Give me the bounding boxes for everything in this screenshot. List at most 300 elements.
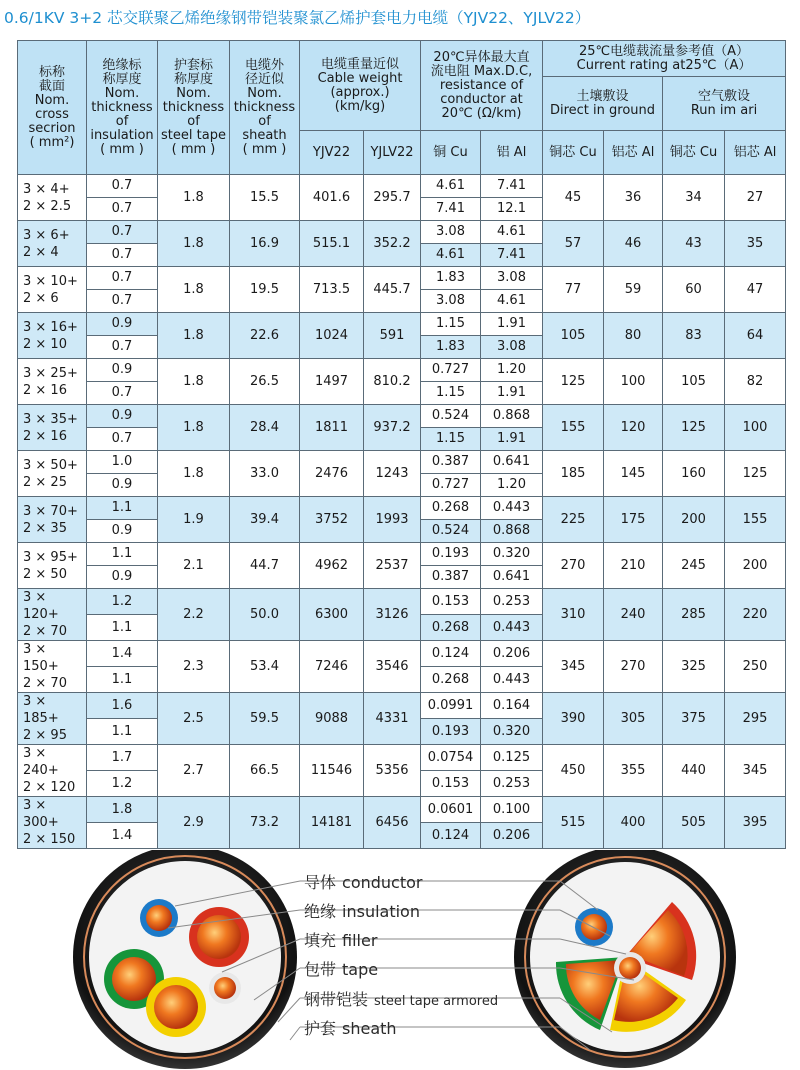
- table-row: [18, 359, 786, 382]
- section-line-1: 3 × 300+: [23, 798, 59, 830]
- spec-table: [17, 40, 786, 849]
- cell-yjv22: 401.6: [300, 175, 364, 221]
- cell-ground-cu: 77: [543, 267, 604, 313]
- cell-insulation: 0.7: [87, 336, 158, 359]
- header-section-line: ( mm²): [29, 134, 75, 150]
- header-section-line: cross: [35, 106, 69, 122]
- header-air-line: Run im ari: [690, 102, 758, 118]
- header-insulation-line: insulation: [90, 127, 154, 143]
- cell-res-al: 0.641: [481, 451, 543, 474]
- header-current-rating: [543, 41, 786, 77]
- cell-res-al: 1.91: [481, 382, 543, 405]
- cell-insulation: 1.6: [87, 693, 158, 719]
- header-steel-tape-line: thickness: [162, 99, 225, 115]
- header-sheath-line: 径近似: [244, 71, 284, 87]
- cell-sheath: 73.2: [230, 797, 300, 849]
- section-line-1: 3 × 150+: [23, 642, 59, 674]
- header-sheath-line: of: [258, 113, 271, 129]
- cell-yjv22: 6300: [300, 589, 364, 641]
- header-insulation: [87, 41, 158, 175]
- cable-sector-cores: [514, 850, 736, 1068]
- cell-section: [18, 267, 87, 313]
- cable-cross-section-legend: [0, 850, 800, 1070]
- cell-insulation: 0.9: [87, 566, 158, 589]
- cell-res-al: 4.61: [481, 221, 543, 244]
- cell-air-cu: 125: [663, 405, 725, 451]
- cell-section: [18, 497, 87, 543]
- cell-res-cu: 0.727: [421, 359, 481, 382]
- cell-sheath: 53.4: [230, 641, 300, 693]
- cell-section: [18, 451, 87, 497]
- cell-sheath: 19.5: [230, 267, 300, 313]
- section-line-2: 2 × 35: [23, 520, 67, 536]
- cell-res-al: 4.61: [481, 290, 543, 313]
- cell-air-cu: 440: [663, 745, 725, 797]
- cell-ground-cu: 225: [543, 497, 604, 543]
- cell-res-cu: 3.08: [421, 290, 481, 313]
- cell-sheath: 44.7: [230, 543, 300, 589]
- cell-air-al: 47: [725, 267, 786, 313]
- header-weight-line: Cable weight: [317, 70, 403, 86]
- header-resistance-line: 20℃异体最大直: [433, 49, 530, 65]
- section-line-1: 3 × 95+: [23, 549, 78, 565]
- cell-res-cu: 0.268: [421, 667, 481, 693]
- cell-yjv22: 9088: [300, 693, 364, 745]
- cell-res-al: 12.1: [481, 198, 543, 221]
- cell-yjv22: 1497: [300, 359, 364, 405]
- cell-ground-cu: 155: [543, 405, 604, 451]
- cell-air-cu: 325: [663, 641, 725, 693]
- cell-air-cu: 245: [663, 543, 725, 589]
- cell-air-cu: 43: [663, 221, 725, 267]
- cell-yjlv22: 352.2: [364, 221, 421, 267]
- header-section-line: 截面: [38, 78, 65, 94]
- cell-steel-tape: 1.9: [158, 497, 230, 543]
- header-sheath-line: Nom.: [247, 85, 282, 101]
- cell-insulation: 1.1: [87, 543, 158, 566]
- cell-air-al: 100: [725, 405, 786, 451]
- cell-res-cu: 1.83: [421, 336, 481, 359]
- section-line-2: 2 × 70: [23, 676, 67, 691]
- page-title: 0.6/1KV 3+2 芯交联聚乙烯绝缘钢带铠装聚氯乙烯护套电力电缆（YJV22、YJLV22）: [4, 9, 591, 27]
- cell-ground-cu: 390: [543, 693, 604, 745]
- cell-res-cu: 0.0601: [421, 797, 481, 823]
- cell-ground-cu: 450: [543, 745, 604, 797]
- section-line-2: 2 × 50: [23, 566, 67, 582]
- cell-res-al: 0.641: [481, 566, 543, 589]
- cell-steel-tape: 2.2: [158, 589, 230, 641]
- cell-res-cu: 0.268: [421, 497, 481, 520]
- cell-yjlv22: 4331: [364, 693, 421, 745]
- section-line-1: 3 × 16+: [23, 319, 78, 335]
- cell-ground-cu: 310: [543, 589, 604, 641]
- cell-section: [18, 359, 87, 405]
- cell-ground-al: 305: [604, 693, 663, 745]
- cell-air-cu: 375: [663, 693, 725, 745]
- cell-insulation: 0.9: [87, 313, 158, 336]
- cell-insulation: 1.2: [87, 771, 158, 797]
- cell-res-cu: 1.15: [421, 313, 481, 336]
- cell-yjv22: 2476: [300, 451, 364, 497]
- cell-ground-cu: 185: [543, 451, 604, 497]
- section-line-2: 2 × 4: [23, 244, 59, 260]
- cell-res-al: 0.100: [481, 797, 543, 823]
- cell-steel-tape: 1.8: [158, 405, 230, 451]
- cell-res-al: 0.164: [481, 693, 543, 719]
- cell-ground-al: 59: [604, 267, 663, 313]
- cell-air-cu: 83: [663, 313, 725, 359]
- cell-insulation: 0.7: [87, 267, 158, 290]
- section-line-1: 3 × 70+: [23, 503, 78, 519]
- cell-ground-cu: 105: [543, 313, 604, 359]
- cell-yjv22: 4962: [300, 543, 364, 589]
- cell-ground-al: 355: [604, 745, 663, 797]
- header-sheath-line: sheath: [242, 127, 287, 143]
- cell-res-cu: 0.153: [421, 771, 481, 797]
- header-steel-tape-line: steel tape: [161, 127, 226, 143]
- cell-ground-al: 100: [604, 359, 663, 405]
- cell-ground-cu: 270: [543, 543, 604, 589]
- cell-sheath: 33.0: [230, 451, 300, 497]
- header-resistance-line: conductor at: [440, 91, 523, 107]
- header-steel-tape-line: 称厚度: [173, 71, 213, 87]
- cell-steel-tape: 1.8: [158, 267, 230, 313]
- cell-sheath: 66.5: [230, 745, 300, 797]
- cell-res-cu: 0.193: [421, 543, 481, 566]
- cell-res-al: 0.320: [481, 719, 543, 745]
- section-line-1: 3 × 50+: [23, 457, 78, 473]
- cell-air-al: 35: [725, 221, 786, 267]
- cell-steel-tape: 1.8: [158, 451, 230, 497]
- section-line-2: 2 × 95: [23, 728, 67, 743]
- cell-air-al: 250: [725, 641, 786, 693]
- cell-res-al: 0.253: [481, 589, 543, 615]
- cell-insulation: 1.8: [87, 797, 158, 823]
- section-line-2: 2 × 150: [23, 832, 76, 847]
- header-sheath-line: thickness: [233, 99, 296, 115]
- cell-insulation: 1.0: [87, 451, 158, 474]
- cell-insulation: 0.7: [87, 244, 158, 267]
- section-line-2: 2 × 16: [23, 428, 67, 444]
- cell-res-al: 0.206: [481, 641, 543, 667]
- cell-yjlv22: 810.2: [364, 359, 421, 405]
- header-section-line: secrion: [28, 120, 76, 136]
- cell-section: [18, 693, 87, 745]
- header-yjlv22: YJLV22: [364, 131, 421, 175]
- cell-steel-tape: 2.3: [158, 641, 230, 693]
- section-line-1: 3 × 6+: [23, 227, 70, 243]
- table-row: [18, 175, 786, 198]
- cell-ground-al: 120: [604, 405, 663, 451]
- header-sheath: [230, 41, 300, 175]
- table-body: [18, 175, 786, 849]
- cell-sheath: 50.0: [230, 589, 300, 641]
- header-section-line: Nom.: [34, 92, 70, 108]
- cell-insulation: 1.1: [87, 615, 158, 641]
- cell-section: [18, 313, 87, 359]
- cell-ground-cu: 345: [543, 641, 604, 693]
- section-line-1: 3 × 185+: [23, 694, 59, 726]
- cell-section: [18, 589, 87, 641]
- header-resistance-line: resistance of: [439, 77, 524, 93]
- header-ground-line: Direct in ground: [549, 102, 656, 118]
- header-air-al: 铝芯 Al: [725, 131, 786, 175]
- header-weight-line: (approx.): [330, 84, 390, 100]
- cell-res-cu: 0.193: [421, 719, 481, 745]
- cell-res-cu: 4.61: [421, 244, 481, 267]
- cell-yjlv22: 1993: [364, 497, 421, 543]
- cell-res-cu: 0.0754: [421, 745, 481, 771]
- cell-sheath: 59.5: [230, 693, 300, 745]
- legend-conductor: 导体 conductor: [304, 873, 423, 892]
- cell-yjlv22: 3546: [364, 641, 421, 693]
- cell-insulation: 1.1: [87, 667, 158, 693]
- cell-sheath: 39.4: [230, 497, 300, 543]
- cell-yjv22: 11546: [300, 745, 364, 797]
- cell-res-al: 0.125: [481, 745, 543, 771]
- legend-insulation: 绝缘 insulation: [304, 902, 420, 921]
- header-res-al: 铝 Al: [481, 131, 543, 175]
- section-line-2: 2 × 2.5: [23, 198, 72, 214]
- section-line-2: 2 × 10: [23, 336, 67, 352]
- cell-air-cu: 160: [663, 451, 725, 497]
- cell-sheath: 16.9: [230, 221, 300, 267]
- header-run-in-air: [663, 77, 786, 131]
- cell-section: [18, 175, 87, 221]
- header-insulation-line: 绝缘标: [102, 57, 142, 73]
- cell-insulation: 0.7: [87, 382, 158, 405]
- section-line-2: 2 × 6: [23, 290, 59, 306]
- cell-res-al: 0.320: [481, 543, 543, 566]
- header-steel-tape-line: of: [187, 113, 200, 129]
- section-line-2: 2 × 16: [23, 382, 67, 398]
- cell-res-cu: 0.268: [421, 615, 481, 641]
- section-line-1: 3 × 4+: [23, 181, 70, 197]
- legend-filler: 填充 filler: [304, 931, 378, 950]
- section-line-1: 3 × 10+: [23, 273, 78, 289]
- cell-section: [18, 797, 87, 849]
- cable-round-cores: [73, 850, 297, 1069]
- cell-ground-al: 145: [604, 451, 663, 497]
- cell-ground-cu: 515: [543, 797, 604, 849]
- cell-sheath: 26.5: [230, 359, 300, 405]
- table-row: [18, 405, 786, 428]
- cell-air-cu: 200: [663, 497, 725, 543]
- cell-sheath: 22.6: [230, 313, 300, 359]
- header-sheath-line: 电缆外: [244, 57, 284, 73]
- cell-insulation: 1.2: [87, 589, 158, 615]
- header-section: [18, 41, 87, 175]
- cell-res-cu: 1.83: [421, 267, 481, 290]
- cell-ground-al: 175: [604, 497, 663, 543]
- cell-res-al: 7.41: [481, 175, 543, 198]
- cell-insulation: 0.9: [87, 520, 158, 543]
- header-air-line: 空气敷设: [698, 88, 751, 104]
- legend-sheath: 护套 sheath: [304, 1019, 397, 1038]
- cell-yjlv22: 1243: [364, 451, 421, 497]
- section-line-1: 3 × 120+: [23, 590, 59, 622]
- cell-air-al: 200: [725, 543, 786, 589]
- cell-insulation: 1.1: [87, 497, 158, 520]
- cell-air-al: 82: [725, 359, 786, 405]
- header-weight: [300, 41, 421, 131]
- cell-res-al: 3.08: [481, 267, 543, 290]
- cell-ground-al: 210: [604, 543, 663, 589]
- table-row: [18, 267, 786, 290]
- cell-steel-tape: 2.9: [158, 797, 230, 849]
- cell-ground-al: 36: [604, 175, 663, 221]
- cell-res-cu: 0.727: [421, 474, 481, 497]
- cell-insulation: 1.4: [87, 641, 158, 667]
- header-rating-line: 25℃电缆载流量参考值（A）: [578, 43, 750, 59]
- cell-res-cu: 0.153: [421, 589, 481, 615]
- header-sheath-line: ( mm ): [242, 141, 287, 157]
- header-rating-line: Current rating at25℃（A）: [576, 57, 752, 73]
- cell-yjv22: 7246: [300, 641, 364, 693]
- legend-tape: 包带 tape: [304, 960, 379, 979]
- section-line-2: 2 × 120: [23, 780, 76, 795]
- cell-ground-cu: 45: [543, 175, 604, 221]
- header-insulation-line: 称厚度: [102, 71, 142, 87]
- cell-steel-tape: 1.8: [158, 221, 230, 267]
- cell-res-cu: 3.08: [421, 221, 481, 244]
- table-row: [18, 693, 786, 719]
- cell-section: [18, 221, 87, 267]
- cell-steel-tape: 2.7: [158, 745, 230, 797]
- header-steel-tape-line: ( mm ): [171, 141, 216, 157]
- section-line-1: 3 × 25+: [23, 365, 78, 381]
- cell-insulation: 1.1: [87, 719, 158, 745]
- header-steel-tape-line: 护套标: [173, 57, 213, 73]
- cell-yjlv22: 295.7: [364, 175, 421, 221]
- cell-res-al: 0.443: [481, 615, 543, 641]
- cell-res-cu: 0.387: [421, 566, 481, 589]
- cell-section: [18, 405, 87, 451]
- cell-steel-tape: 2.5: [158, 693, 230, 745]
- header-ground-al: 铝芯 Al: [604, 131, 663, 175]
- table-row: [18, 221, 786, 244]
- cell-yjv22: 1024: [300, 313, 364, 359]
- section-line-2: 2 × 70: [23, 624, 67, 639]
- cell-insulation: 0.7: [87, 290, 158, 313]
- cell-ground-cu: 57: [543, 221, 604, 267]
- header-insulation-line: ( mm ): [100, 141, 144, 157]
- header-steel-tape: [158, 41, 230, 175]
- cell-yjlv22: 3126: [364, 589, 421, 641]
- cell-air-cu: 60: [663, 267, 725, 313]
- cell-res-al: 0.443: [481, 497, 543, 520]
- cell-res-al: 0.868: [481, 405, 543, 428]
- cell-steel-tape: 1.8: [158, 313, 230, 359]
- cell-insulation: 0.7: [87, 175, 158, 198]
- cell-insulation: 0.7: [87, 198, 158, 221]
- cell-air-al: 395: [725, 797, 786, 849]
- cell-section: [18, 543, 87, 589]
- header-resistance-line: 20℃ (Ω/km): [441, 105, 522, 121]
- header-ground-line: 土壤敷设: [576, 88, 629, 104]
- cell-yjlv22: 5356: [364, 745, 421, 797]
- cell-res-al: 3.08: [481, 336, 543, 359]
- cell-res-cu: 4.61: [421, 175, 481, 198]
- cell-res-cu: 1.15: [421, 428, 481, 451]
- cell-air-cu: 505: [663, 797, 725, 849]
- header-insulation-line: thickness: [91, 99, 153, 115]
- cell-air-al: 27: [725, 175, 786, 221]
- cell-ground-cu: 125: [543, 359, 604, 405]
- section-line-2: 2 × 25: [23, 474, 67, 490]
- cell-sheath: 28.4: [230, 405, 300, 451]
- cell-res-cu: 0.0991: [421, 693, 481, 719]
- header-weight-line: 电缆重量近似: [320, 56, 399, 72]
- cell-insulation: 0.9: [87, 474, 158, 497]
- cell-res-cu: 0.524: [421, 405, 481, 428]
- cell-yjlv22: 6456: [364, 797, 421, 849]
- cell-res-al: 0.443: [481, 667, 543, 693]
- section-line-1: 3 × 240+: [23, 746, 59, 778]
- cell-insulation: 1.4: [87, 823, 158, 849]
- cell-ground-al: 80: [604, 313, 663, 359]
- cell-res-cu: 0.124: [421, 823, 481, 849]
- cell-ground-al: 400: [604, 797, 663, 849]
- cell-section: [18, 641, 87, 693]
- cell-air-cu: 34: [663, 175, 725, 221]
- cell-yjlv22: 2537: [364, 543, 421, 589]
- cell-res-al: 0.253: [481, 771, 543, 797]
- cell-yjv22: 14181: [300, 797, 364, 849]
- cell-insulation: 0.9: [87, 405, 158, 428]
- cell-yjv22: 515.1: [300, 221, 364, 267]
- cell-sheath: 15.5: [230, 175, 300, 221]
- cell-yjv22: 713.5: [300, 267, 364, 313]
- legend-steel-tape-armored: 钢带铠装 steel tape armored: [304, 990, 499, 1009]
- cell-air-cu: 285: [663, 589, 725, 641]
- cell-air-al: 155: [725, 497, 786, 543]
- cell-air-al: 220: [725, 589, 786, 641]
- cell-res-cu: 7.41: [421, 198, 481, 221]
- cell-steel-tape: 1.8: [158, 359, 230, 405]
- cell-res-al: 1.91: [481, 313, 543, 336]
- cell-steel-tape: 1.8: [158, 175, 230, 221]
- cell-res-cu: 1.15: [421, 382, 481, 405]
- cell-ground-al: 270: [604, 641, 663, 693]
- cell-insulation: 0.7: [87, 221, 158, 244]
- cell-res-al: 1.20: [481, 474, 543, 497]
- cell-res-cu: 0.124: [421, 641, 481, 667]
- header-air-cu: 铜芯 Cu: [663, 131, 725, 175]
- cell-air-cu: 105: [663, 359, 725, 405]
- section-line-1: 3 × 35+: [23, 411, 78, 427]
- cell-insulation: 0.7: [87, 428, 158, 451]
- header-resistance: [421, 41, 543, 131]
- table-row: [18, 641, 786, 667]
- header-direct-in-ground: [543, 77, 663, 131]
- header-insulation-line: Nom.: [104, 85, 140, 101]
- table-row: [18, 589, 786, 615]
- table-row: [18, 451, 786, 474]
- header-yjv22: YJV22: [300, 131, 364, 175]
- table-row: [18, 313, 786, 336]
- cell-res-al: 0.868: [481, 520, 543, 543]
- cell-res-al: 0.206: [481, 823, 543, 849]
- cell-yjlv22: 591: [364, 313, 421, 359]
- table-row: [18, 543, 786, 566]
- table-row: [18, 497, 786, 520]
- cell-steel-tape: 2.1: [158, 543, 230, 589]
- cell-air-al: 295: [725, 693, 786, 745]
- table-row: [18, 797, 786, 823]
- header-insulation-line: of: [115, 113, 129, 129]
- header-ground-cu: 铜芯 Cu: [543, 131, 604, 175]
